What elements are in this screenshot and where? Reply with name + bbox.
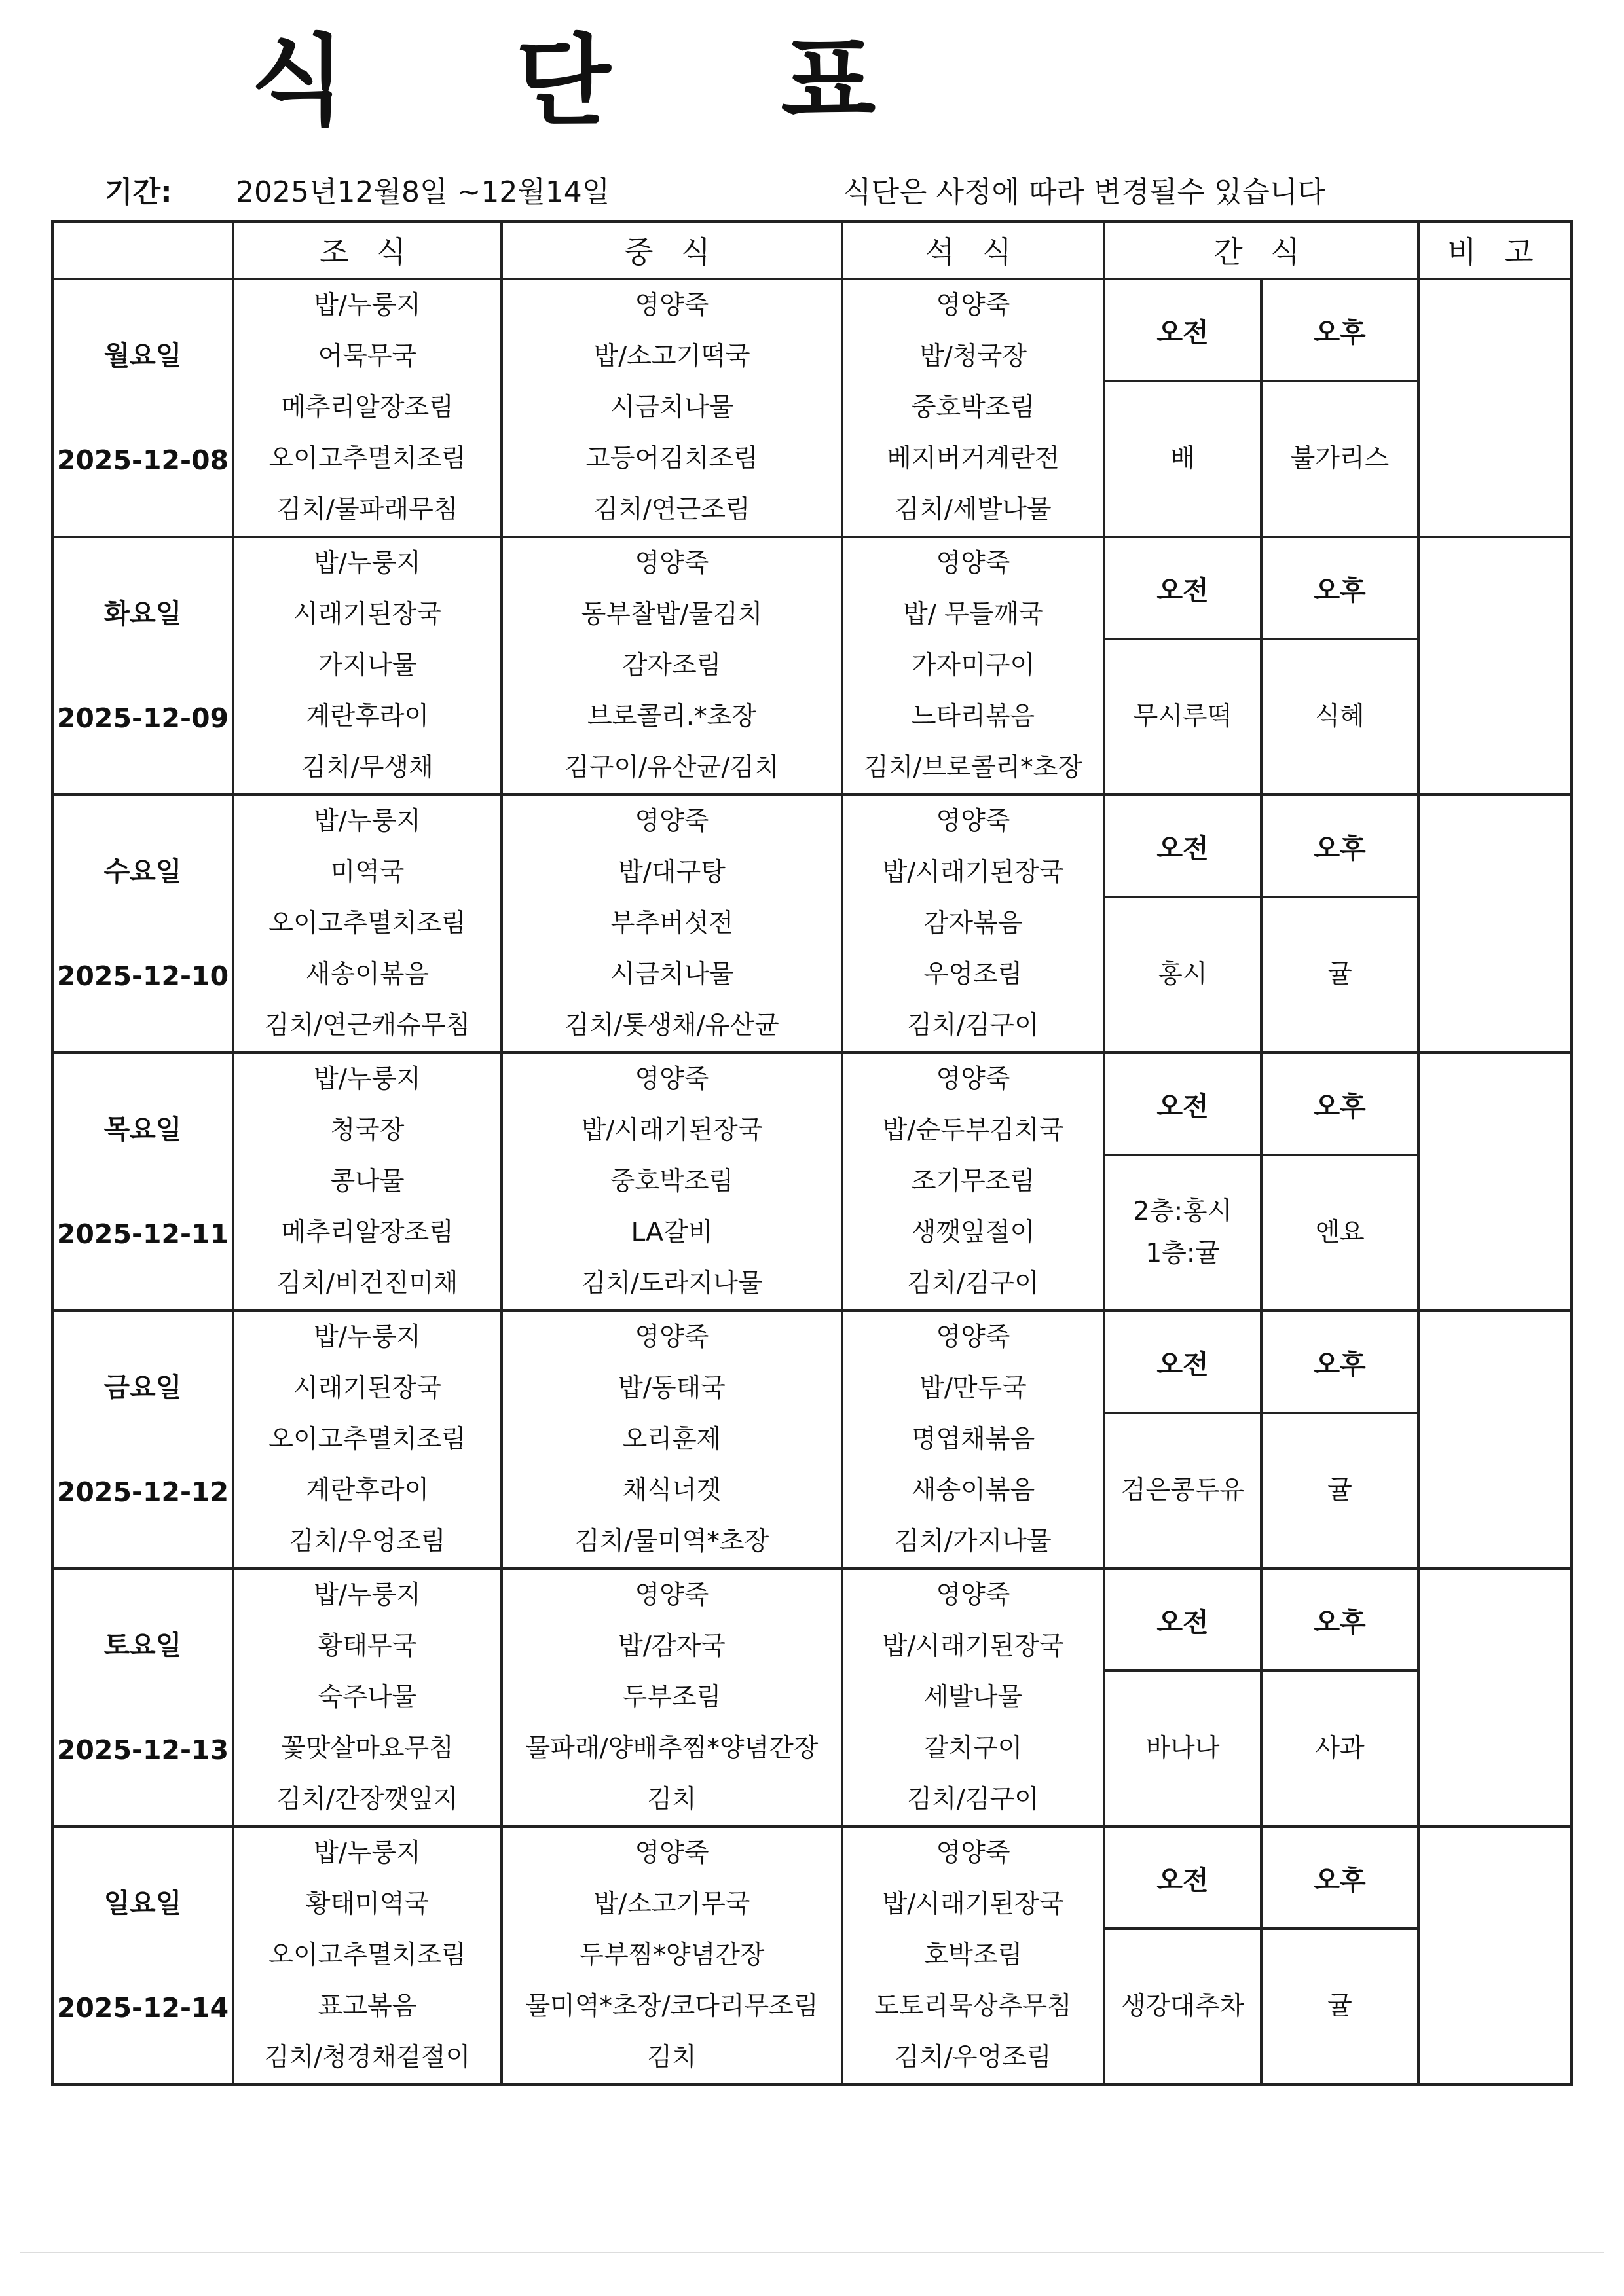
day-name: 수요일: [103, 856, 182, 887]
dinner-item: 도토리묵상추무침: [874, 1992, 1072, 2021]
breakfast-cell: [233, 537, 502, 795]
breakfast-item: 오이고추멸치조림: [268, 909, 466, 938]
breakfast-item: 계란후라이: [305, 702, 430, 731]
day-date: 2025-12-12: [56, 1476, 229, 1508]
remarks-cell: [1418, 1827, 1572, 2085]
lunch-item: LA갈비: [631, 1218, 713, 1247]
lunch-item: 영양죽: [635, 1065, 709, 1094]
day-row: [52, 1569, 1572, 1671]
snack-am-label: 오전: [1104, 279, 1261, 381]
dinner-item: 김치/김구이: [907, 1269, 1039, 1298]
snack-pm-cell: [1261, 1155, 1418, 1311]
dinner-cell: [842, 795, 1104, 1053]
day-row: [52, 1311, 1572, 1413]
lunch-item: 고등어김치조림: [585, 444, 758, 473]
dinner-item: 명엽채볶음: [911, 1425, 1035, 1454]
breakfast-item: 어묵무국: [318, 342, 417, 371]
snack-pm-label: 오후: [1261, 1053, 1418, 1155]
lunch-cell: [502, 279, 842, 537]
breakfast-item: 김치/간장깻잎지: [276, 1785, 458, 1814]
snack-pm-item: 귤: [1327, 960, 1352, 989]
snack-am-label: 오전: [1104, 1827, 1261, 1929]
dinner-item: 밥/청국장: [919, 342, 1027, 371]
day-name: 토요일: [103, 1630, 182, 1661]
day-name: 월요일: [103, 340, 182, 371]
lunch-item: 물미역*초장/코다리무조림: [525, 1992, 819, 2021]
snack-pm-cell: [1261, 381, 1418, 537]
dinner-item: 영양죽: [936, 1838, 1010, 1868]
period-value: 2025년12월8일 ~12월14일: [236, 175, 610, 209]
lunch-item: 영양죽: [635, 807, 709, 836]
lunch-item: 동부찰밥/물김치: [581, 600, 763, 629]
page-title: [0, 26, 1126, 137]
dinner-item: 느타리볶음: [911, 702, 1035, 731]
dinner-item: 생깻잎절이: [911, 1218, 1035, 1247]
snack-am-cell: [1104, 639, 1261, 795]
lunch-item: 중호박조림: [610, 1167, 734, 1196]
snack-am-cell: [1104, 1155, 1261, 1311]
snack-pm-cell: [1261, 897, 1418, 1053]
dinner-item: 영양죽: [936, 1580, 1010, 1610]
lunch-item: 김치: [647, 1785, 697, 1814]
snack-am-label: 오전: [1104, 537, 1261, 639]
snack-pm-label: 오후: [1261, 795, 1418, 897]
snack-am-item: 1층:귤: [1145, 1239, 1220, 1268]
day-cell: [52, 537, 233, 795]
dinner-cell: [842, 1827, 1104, 2085]
breakfast-cell: [233, 1053, 502, 1311]
breakfast-cell: [233, 1569, 502, 1827]
dinner-item: 김치/가지나물: [895, 1527, 1052, 1556]
lunch-item: 김치/톳생채/유산균: [564, 1011, 779, 1040]
lunch-item: 두부찜*양념간장: [579, 1941, 765, 1970]
dinner-item: 밥/만두국: [919, 1374, 1027, 1403]
breakfast-item: 밥/누룽지: [314, 1580, 421, 1610]
change-notice: 식단은 사정에 따라 변경될수 있습니다: [843, 175, 1326, 209]
day-row: [52, 537, 1572, 639]
lunch-cell: [502, 1311, 842, 1569]
snack-am-item: 배: [1170, 444, 1195, 473]
day-name: 일요일: [103, 1887, 182, 1919]
breakfast-cell: [233, 795, 502, 1053]
title-char: 표: [781, 25, 876, 139]
breakfast-item: 밥/누룽지: [314, 291, 421, 320]
lunch-item: 채식너겟: [622, 1476, 722, 1505]
breakfast-item: 꽃맛살마요무침: [281, 1734, 454, 1763]
day-cell: [52, 795, 233, 1053]
lunch-item: 밥/시래기된장국: [581, 1116, 763, 1145]
dinner-cell: [842, 1569, 1104, 1827]
remarks-cell: [1418, 1053, 1572, 1311]
snack-pm-label: 오후: [1261, 1827, 1418, 1929]
breakfast-item: 밥/누룽지: [314, 1838, 421, 1868]
dinner-item: 영양죽: [936, 807, 1010, 836]
remarks-cell: [1418, 1311, 1572, 1569]
day-cell: [52, 1311, 233, 1569]
period-label: 기간:: [105, 175, 172, 209]
snack-pm-label: 오후: [1261, 537, 1418, 639]
snack-am-item: 2층:홍시: [1133, 1197, 1232, 1226]
header-row: [52, 221, 1572, 279]
lunch-item: 김구이/유산균/김치: [564, 753, 779, 782]
lunch-item: 감자조림: [622, 651, 722, 680]
dinner-item: 중호박조림: [911, 393, 1035, 422]
snack-am-label: 오전: [1104, 1569, 1261, 1671]
header-breakfast: 조 식: [233, 221, 502, 279]
lunch-item: 부추버섯전: [610, 909, 734, 938]
dinner-item: 영양죽: [936, 1322, 1010, 1352]
day-cell: [52, 1827, 233, 2085]
breakfast-item: 계란후라이: [305, 1476, 430, 1505]
day-cell: [52, 279, 233, 537]
breakfast-item: 김치/연근캐슈무침: [264, 1011, 471, 1040]
breakfast-item: 김치/비건진미채: [276, 1269, 458, 1298]
breakfast-item: 새송이볶음: [305, 960, 430, 989]
snack-am-cell: [1104, 381, 1261, 537]
lunch-item: 시금치나물: [610, 393, 734, 422]
dinner-item: 김치/김구이: [907, 1785, 1039, 1814]
breakfast-item: 오이고추멸치조림: [268, 1425, 466, 1454]
snack-pm-cell: [1261, 639, 1418, 795]
lunch-item: 영양죽: [635, 1838, 709, 1868]
breakfast-item: 메추리알장조림: [281, 1218, 454, 1247]
snack-pm-label: 오후: [1261, 1311, 1418, 1413]
lunch-cell: [502, 1569, 842, 1827]
day-name: 목요일: [103, 1114, 182, 1145]
snack-pm-cell: [1261, 1671, 1418, 1827]
lunch-cell: [502, 1827, 842, 2085]
breakfast-cell: [233, 1827, 502, 2085]
lunch-item: 영양죽: [635, 1580, 709, 1610]
dinner-cell: [842, 279, 1104, 537]
day-row: [52, 795, 1572, 897]
day-date: 2025-12-13: [56, 1734, 229, 1766]
lunch-item: 물파래/양배추찜*양념간장: [525, 1734, 819, 1763]
dinner-item: 호박조림: [923, 1941, 1023, 1970]
period-row: [105, 173, 1414, 212]
dinner-item: 영양죽: [936, 549, 1010, 578]
dinner-item: 김치/세발나물: [895, 495, 1052, 524]
lunch-item: 영양죽: [635, 291, 709, 320]
dinner-item: 밥/순두부김치국: [882, 1116, 1064, 1145]
snack-pm-item: 식혜: [1315, 702, 1365, 731]
title-char: 식: [250, 25, 346, 139]
breakfast-item: 김치/우엉조림: [289, 1527, 446, 1556]
breakfast-item: 오이고추멸치조림: [268, 1941, 466, 1970]
breakfast-item: 황태무국: [318, 1631, 417, 1661]
snack-am-item: 생강대추차: [1120, 1992, 1245, 2021]
breakfast-item: 김치/청경채겉절이: [264, 2043, 471, 2072]
dinner-item: 김치/브로콜리*초장: [863, 753, 1083, 782]
dinner-item: 영양죽: [936, 291, 1010, 320]
breakfast-item: 밥/누룽지: [314, 1322, 421, 1352]
snack-pm-item: 엔요: [1315, 1218, 1365, 1247]
dinner-item: 밥/시래기된장국: [882, 858, 1064, 887]
dinner-item: 영양죽: [936, 1065, 1010, 1094]
breakfast-item: 오이고추멸치조림: [268, 444, 466, 473]
breakfast-item: 메추리알장조림: [281, 393, 454, 422]
header-dinner: 석 식: [842, 221, 1104, 279]
day-cell: [52, 1053, 233, 1311]
dinner-item: 갈치구이: [923, 1734, 1023, 1763]
day-date: 2025-12-10: [56, 960, 229, 992]
lunch-item: 오리훈제: [622, 1425, 722, 1454]
day-date: 2025-12-11: [56, 1218, 229, 1250]
dinner-cell: [842, 1053, 1104, 1311]
lunch-item: 브로콜리.*초장: [587, 702, 756, 731]
lunch-item: 영양죽: [635, 1322, 709, 1352]
lunch-item: 시금치나물: [610, 960, 734, 989]
lunch-cell: [502, 537, 842, 795]
breakfast-item: 가지나물: [318, 651, 417, 680]
breakfast-cell: [233, 1311, 502, 1569]
dinner-item: 밥/ 무들깨국: [903, 600, 1043, 629]
header-remarks: 비 고: [1418, 221, 1572, 279]
lunch-item: 밥/동태국: [618, 1374, 726, 1403]
lunch-item: 두부조림: [622, 1683, 722, 1712]
lunch-item: 김치/연근조림: [593, 495, 750, 524]
remarks-cell: [1418, 1569, 1572, 1827]
day-cell: [52, 1569, 233, 1827]
breakfast-item: 시래기된장국: [293, 1374, 442, 1403]
breakfast-item: 밥/누룽지: [314, 1065, 421, 1094]
menu-table: [51, 220, 1573, 2086]
snack-am-item: 홍시: [1158, 960, 1208, 989]
lunch-item: 밥/감자국: [618, 1631, 726, 1661]
dinner-item: 세발나물: [923, 1683, 1023, 1712]
dinner-item: 밥/시래기된장국: [882, 1631, 1064, 1661]
lunch-cell: [502, 795, 842, 1053]
day-row: [52, 279, 1572, 381]
breakfast-item: 숙주나물: [318, 1683, 417, 1712]
snack-am-cell: [1104, 1671, 1261, 1827]
dinner-item: 김치/우엉조림: [895, 2043, 1052, 2072]
snack-pm-item: 사과: [1315, 1734, 1365, 1763]
remarks-cell: [1418, 795, 1572, 1053]
snack-am-cell: [1104, 1929, 1261, 2085]
lunch-item: 김치/물미역*초장: [574, 1527, 769, 1556]
header-day: [52, 221, 233, 279]
breakfast-item: 김치/무생채: [301, 753, 434, 782]
breakfast-item: 시래기된장국: [293, 600, 442, 629]
breakfast-item: 밥/누룽지: [314, 549, 421, 578]
dinner-item: 밥/시래기된장국: [882, 1889, 1064, 1919]
snack-am-label: 오전: [1104, 1053, 1261, 1155]
snack-pm-cell: [1261, 1413, 1418, 1569]
dinner-item: 감자볶음: [923, 909, 1023, 938]
lunch-item: 김치/도라지나물: [581, 1269, 763, 1298]
snack-pm-label: 오후: [1261, 279, 1418, 381]
lunch-item: 밥/소고기무국: [593, 1889, 750, 1919]
breakfast-item: 김치/물파래무침: [276, 495, 458, 524]
dinner-cell: [842, 537, 1104, 795]
day-name: 화요일: [103, 598, 182, 629]
menu-body: [52, 279, 1572, 2085]
lunch-item: 김치: [647, 2043, 697, 2072]
snack-pm-item: 불가리스: [1290, 444, 1390, 473]
snack-am-item: 검은콩두유: [1120, 1476, 1245, 1505]
dinner-item: 조기무조림: [911, 1167, 1035, 1196]
snack-am-item: 무시루떡: [1133, 702, 1232, 731]
snack-am-cell: [1104, 897, 1261, 1053]
breakfast-item: 콩나물: [330, 1167, 405, 1196]
day-date: 2025-12-14: [56, 1992, 229, 2024]
day-name: 금요일: [103, 1372, 182, 1403]
dinner-item: 베지버거계란전: [887, 444, 1060, 473]
dinner-cell: [842, 1311, 1104, 1569]
lunch-item: 영양죽: [635, 549, 709, 578]
dinner-item: 김치/김구이: [907, 1011, 1039, 1040]
lunch-item: 밥/소고기떡국: [593, 342, 750, 371]
day-row: [52, 1827, 1572, 1929]
title-char: 단: [515, 25, 611, 139]
snack-am-cell: [1104, 1413, 1261, 1569]
header-snack: 간 식: [1104, 221, 1418, 279]
remarks-cell: [1418, 279, 1572, 537]
day-date: 2025-12-08: [56, 445, 229, 476]
snack-pm-cell: [1261, 1929, 1418, 2085]
dinner-item: 새송이볶음: [911, 1476, 1035, 1505]
breakfast-item: 황태미역국: [305, 1889, 430, 1919]
snack-pm-item: 귤: [1327, 1992, 1352, 2021]
dinner-item: 우엉조림: [923, 960, 1023, 989]
lunch-item: 밥/대구탕: [618, 858, 726, 887]
snack-am-label: 오전: [1104, 795, 1261, 897]
breakfast-item: 청국장: [330, 1116, 405, 1145]
remarks-cell: [1418, 537, 1572, 795]
lunch-cell: [502, 1053, 842, 1311]
snack-pm-label: 오후: [1261, 1569, 1418, 1671]
breakfast-item: 미역국: [330, 858, 405, 887]
snack-pm-item: 귤: [1327, 1476, 1352, 1505]
day-row: [52, 1053, 1572, 1155]
scan-edge-line: [20, 2252, 1604, 2253]
snack-am-label: 오전: [1104, 1311, 1261, 1413]
snack-am-item: 바나나: [1145, 1734, 1220, 1763]
breakfast-cell: [233, 279, 502, 537]
day-date: 2025-12-09: [56, 702, 229, 734]
breakfast-item: 밥/누룽지: [314, 807, 421, 836]
dinner-item: 가자미구이: [911, 651, 1035, 680]
header-lunch: 중 식: [502, 221, 842, 279]
breakfast-item: 표고볶음: [318, 1992, 417, 2021]
